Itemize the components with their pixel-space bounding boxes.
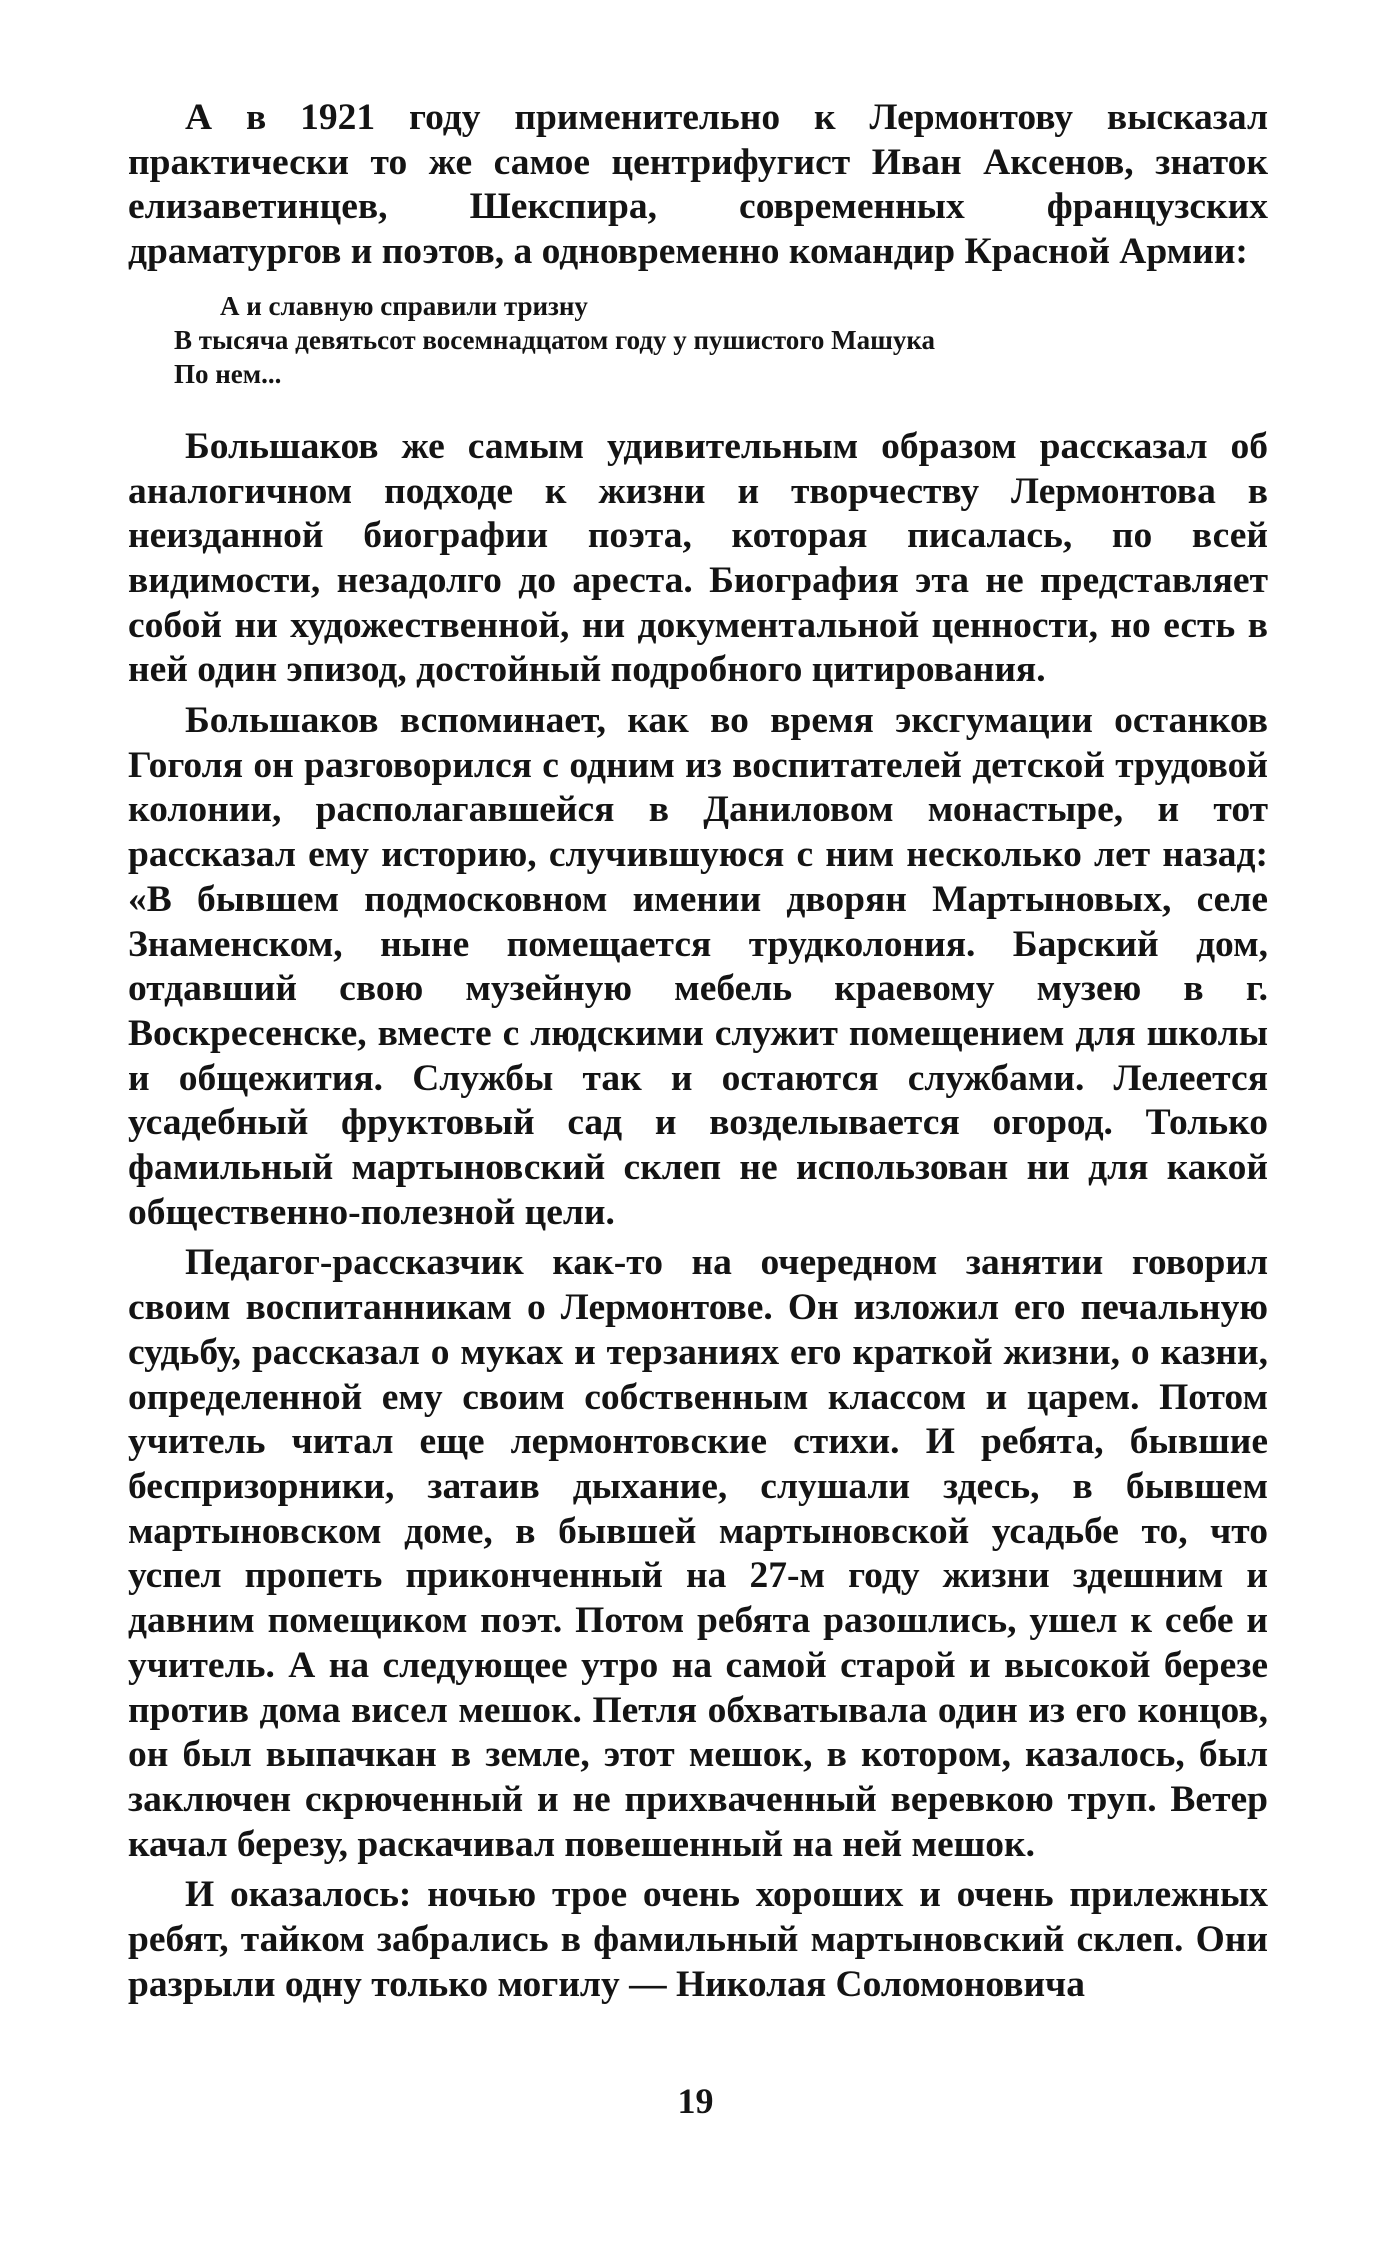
paragraph-teacher-story: Педагог-рассказчик как-то на очередном занятии говорил своим воспитанникам о Лермонтове. Он изложил его печальную судьбу, рассказал о муках и терзаниях его краткой жизни, о казни, определенной ему своим собственным классом и царем. Потом учитель читал еще лермонтовские стихи. И ребята, бывшие беспризорники, затаив дыхание, слушали здесь, в бывшем мартыновском доме, в бывшей мартыновской усадьбе то, что успел пропеть приконченный на 27-м году жизни здешним и давним помещиком поэт. Потом ребята разошлись, ушел к себе и учитель. А на следующее утро на самой старой и высокой березе против дома висел мешок. Петля обхватывала один из его концов, он был выпачкан в земле, этот мешок, в котором, казалось, был заключен скрюченный и не прихваченный веревкою труп. Ветер качал березу, раскачивал повешенный на ней мешок.: [128, 1242, 1268, 1865]
verse-line-1: А и славную справили тризну: [220, 290, 588, 321]
verse-line-2: В тысяча девятьсот восемнадцатом году у пушистого Машука: [174, 324, 936, 355]
paragraph-aksenov-intro: А в 1921 году применительно к Лермонтову высказал практически то же самое центрифугист Иван Аксенов, знаток елизаветинцев, Шекспира, современных французских драматургов и поэтов, а одновременно командир Красной Армии:: [128, 97, 1268, 273]
page-number: 19: [677, 2081, 714, 2121]
verse-line-3: По нем...: [174, 358, 282, 389]
paragraph-grave-discovery: И оказалось: ночью трое очень хороших и очень прилежных ребят, тайком забрались в фамильный мартыновский склеп. Они разрыли одну только могилу — Николая Соломоновича: [128, 1874, 1268, 2005]
paragraph-bolshakov-recollection: Большаков вспоминает, как во время эксгумации останков Гоголя он разговорился с одним из воспитателей детской трудовой колонии, располагавшейся в Даниловом монастыре, и тот рассказал ему историю, случившуюся с ним несколько лет назад: «В бывшем подмосковном имении дворян Мартыновых, селе Знаменском, ныне помещается трудколония. Барский дом, отдавший свою музейную мебель краевому музею в г. Воскресенске, вместе с людскими служит помещением для школы и общежития. Службы так и остаются службами. Лелеется усадебный фруктовый сад и возделывается огород. Только фамильный мартыновский склеп не использован ни для какой общественно-полезной цели.: [128, 700, 1268, 1233]
page-body: [128, 96, 1268, 2007]
paragraph-bolshakov-biography: Большаков же самым удивительным образом рассказал об аналогичном подходе к жизни и творчеству Лермонтова в неизданной биографии поэта, которая писалась, по всей видимости, незадолго до ареста. Биография эта не представляет собой ни художественной, ни документальной ценности, но есть в ней один эпизод, достойный подробного цитирования.: [128, 425, 1268, 691]
verse-quote: [174, 289, 1268, 391]
